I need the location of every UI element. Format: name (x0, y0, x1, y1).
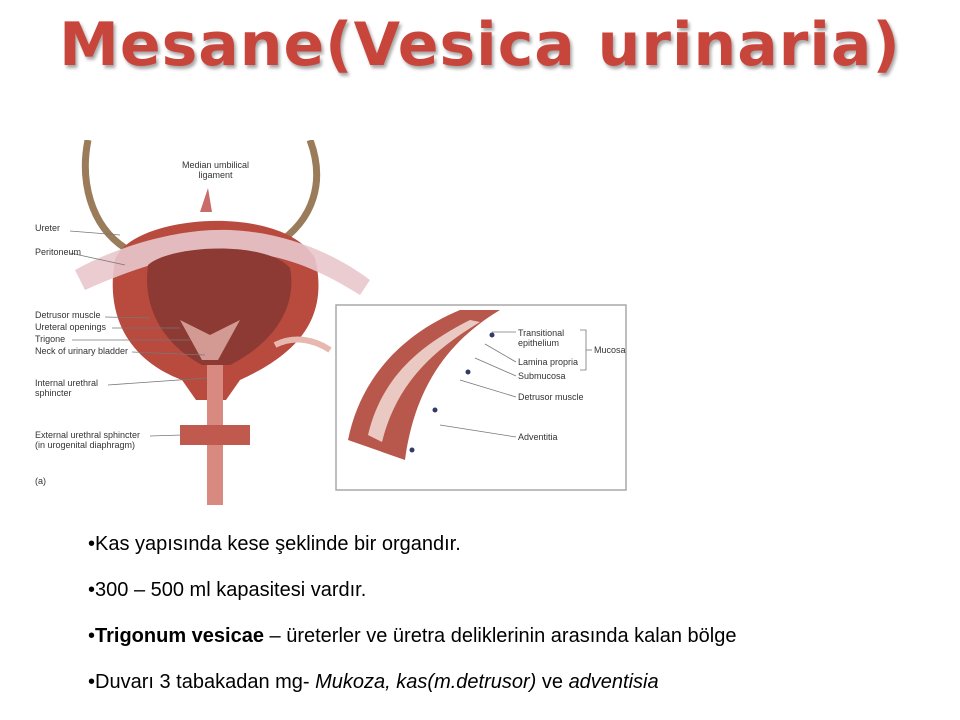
label-external-line1: External urethral sphincter (35, 430, 141, 440)
label-detrusor-muscle: Detrusor muscle (35, 310, 101, 320)
bullet-marker: • (88, 579, 96, 601)
bladder-anatomy-figure (30, 140, 640, 505)
label-panel: (a) (35, 476, 46, 486)
label-trigone: Trigone (35, 334, 66, 344)
bullet-text: 300 – 500 ml kapasitesi vardır. (95, 579, 367, 601)
bullet-marker: • (88, 671, 96, 693)
bullet-item (88, 670, 948, 694)
label-ureteral-openings: Ureteral openings (35, 322, 107, 332)
label-median-umbilical-line1: Median umbilical (182, 160, 250, 170)
label-median-umbilical-line2: ligament (198, 170, 233, 180)
bullet-text: ve (536, 671, 569, 693)
bullet-italic-term: adventisia (568, 671, 659, 693)
bullet-marker: • (88, 625, 96, 647)
bullet-text: – üreterler ve üretra deliklerinin arasında kalan bölge (263, 625, 737, 647)
slide-title: Mesane(Vesica urinaria) (59, 10, 901, 80)
bullet-item (88, 578, 948, 602)
label-external-sphincter (35, 430, 140, 450)
bullet-list (88, 532, 948, 716)
bullet-text: Duvarı 3 tabakadan mg- (95, 671, 316, 693)
label-peritoneum: Peritoneum (35, 247, 82, 257)
label-transitional-line2: epithelium (518, 338, 560, 348)
label-mucosa: Mucosa (594, 345, 626, 355)
label-internal-line1: Internal urethral (35, 378, 99, 388)
umbilical-ligament-shape (200, 188, 212, 212)
label-neck: Neck of urinary bladder (35, 346, 129, 356)
bullet-text: Kas yapısında kese şeklinde bir organdır. (95, 533, 461, 555)
label-adventitia: Adventitia (518, 432, 558, 442)
label-detrusor-inset: Detrusor muscle (518, 392, 584, 402)
bullet-item (88, 624, 948, 648)
label-lamina-propria: Lamina propria (518, 357, 579, 367)
label-submucosa: Submucosa (518, 371, 566, 381)
label-external-line2: (in urogenital diaphragm) (35, 440, 136, 450)
bullet-item (88, 532, 948, 556)
bullet-italic-term: Mukoza, kas(m.detrusor) (315, 671, 537, 693)
label-transitional-epithelium (518, 328, 564, 348)
label-transitional-line1: Transitional (518, 328, 565, 338)
bladder-illustration (30, 140, 640, 505)
external-sphincter-shape (180, 425, 250, 445)
bullet-marker: • (88, 533, 96, 555)
left-ureter-shape (85, 140, 125, 248)
right-ureter-shape (275, 140, 317, 245)
bullet-bold-term: Trigonum vesicae (95, 625, 264, 647)
label-internal-line2: sphincter (35, 388, 72, 398)
label-internal-sphincter (35, 378, 98, 398)
label-ureter: Ureter (35, 223, 61, 233)
label-median-umbilical (182, 160, 249, 180)
